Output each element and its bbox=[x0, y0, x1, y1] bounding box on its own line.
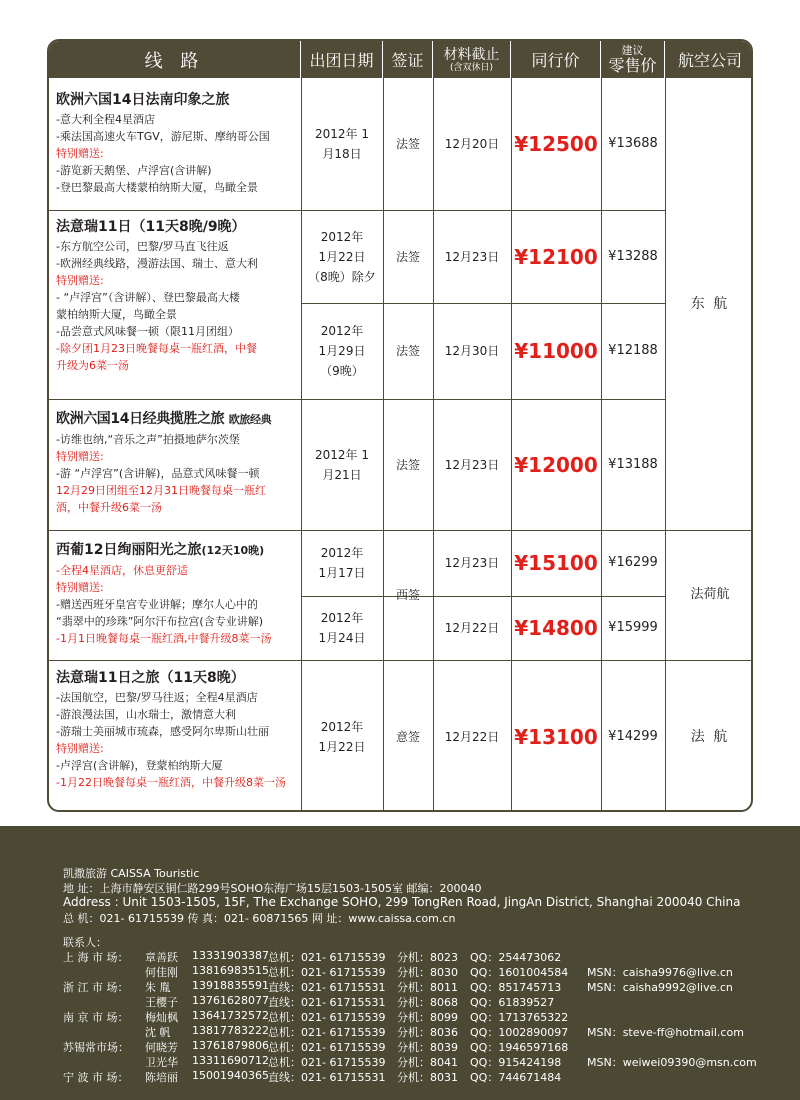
airline-af: 法 航 bbox=[690, 729, 730, 745]
contact-ext: 分机：8031 bbox=[397, 1071, 458, 1084]
tour-4a-date bbox=[301, 530, 383, 596]
tour-line: -游瑞士美丽城市琉森，感受阿尔卑斯山壮丽 bbox=[56, 725, 269, 738]
tour-title: 法意瑞11日之旅（11天8晚） bbox=[56, 670, 245, 686]
contact-market: 苏锡常市场： bbox=[63, 1041, 129, 1054]
contact-market: 浙 江 市 场： bbox=[63, 981, 129, 994]
tour-1-visa: 法签 bbox=[395, 137, 420, 151]
contact-name: 朱 胤 bbox=[145, 981, 171, 994]
tour-2a-deadline: 12月23日 bbox=[444, 249, 500, 264]
date-day: 1月24日 bbox=[318, 631, 366, 645]
date-note: （9晚） bbox=[320, 364, 364, 378]
contact-ext: 分机：8068 bbox=[397, 996, 458, 1009]
tour-4a-deadline: 12月23日 bbox=[444, 556, 500, 570]
contact-market: 南 京 市 场： bbox=[63, 1011, 129, 1024]
contact-qq: QQ：254473062 bbox=[470, 951, 562, 964]
tour-2b-visa: 法签 bbox=[395, 344, 420, 358]
header-deadline bbox=[433, 41, 511, 78]
header-visa-label: 签证 bbox=[391, 51, 424, 70]
tour-2a-price: ¥12100 bbox=[514, 244, 598, 269]
header-retail-bottom: 零售价 bbox=[608, 55, 657, 75]
red-note: 酒，中餐升级6菜一汤 bbox=[56, 501, 162, 514]
contact-name: 陈培丽 bbox=[145, 1071, 178, 1084]
date-year: 2012年 bbox=[320, 611, 364, 625]
tour-4a-price: ¥15100 bbox=[514, 551, 598, 575]
red-line: -全程4星酒店，休息更舒适 bbox=[56, 564, 188, 577]
contact-name: 王樱子 bbox=[145, 996, 178, 1009]
gift-line: -游览新天鹅堡、卢浮宫(含讲解) bbox=[56, 164, 212, 177]
tour-price-table bbox=[47, 39, 753, 812]
tour-2a-date bbox=[301, 210, 383, 303]
tour-4a-rrp: ¥16299 bbox=[608, 555, 658, 570]
date-year: 2012年 bbox=[320, 324, 364, 338]
gift-line: -赠送西班牙皇宫专业讲解；摩尔人心中的 bbox=[56, 598, 258, 611]
contact-mobile: 13761879806 bbox=[192, 1039, 269, 1052]
tour-4-route bbox=[49, 540, 301, 647]
contact-tel: 总机：021- 61715539 bbox=[268, 1056, 386, 1069]
tour-5-price: ¥13100 bbox=[514, 725, 598, 749]
tour-title: 法意瑞11日（11天8晚/9晚） bbox=[56, 219, 246, 235]
contact-tel: 总机：021- 61715539 bbox=[268, 951, 386, 964]
tour-title: 欧洲六国14日法南印象之旅 bbox=[56, 92, 230, 108]
tour-4b-deadline: 12月22日 bbox=[444, 621, 500, 635]
header-airline-label: 航空公司 bbox=[677, 51, 742, 70]
tour-title-small: (12天10晚) bbox=[201, 544, 265, 557]
contact-qq: QQ：915424198 bbox=[470, 1056, 562, 1069]
gift-line: -游 “卢浮宫”(含讲解)，品意式风味餐一顿 bbox=[56, 467, 260, 480]
header-airline bbox=[665, 41, 753, 78]
tour-1-route bbox=[49, 90, 301, 196]
contact-qq: QQ：1601004584 bbox=[470, 966, 569, 979]
contact-name: 梅灿枫 bbox=[145, 1011, 178, 1024]
tour-5-route bbox=[49, 668, 301, 791]
red-note: 12月29日团组至12月31日晚餐每桌一瓶红 bbox=[56, 484, 266, 497]
tour-line: -游浪漫法国，山水瑞士，激情意大利 bbox=[56, 708, 236, 721]
contact-ext: 分机：8036 bbox=[397, 1026, 458, 1039]
tour-4b-rrp: ¥15999 bbox=[608, 620, 658, 635]
contact-mobile: 13918835591 bbox=[192, 979, 269, 992]
gift-label: 特别赠送: bbox=[56, 147, 104, 160]
contact-tel: 总机：021- 61715539 bbox=[268, 1026, 386, 1039]
tour-1-date: 2012年 1月18日 bbox=[315, 127, 369, 161]
gift-line: -登巴黎最高大楼蒙柏纳斯大厦，鸟瞰全景 bbox=[56, 181, 258, 194]
tour-2a-rrp: ¥13288 bbox=[608, 248, 658, 264]
contact-msn: MSN：caisha9976@live.cn bbox=[587, 966, 733, 979]
contact-market: 宁 波 市 场： bbox=[63, 1071, 129, 1084]
header-peer-price-label: 同行价 bbox=[531, 51, 580, 70]
date-day: 1月17日 bbox=[318, 566, 366, 580]
tour-1-rrp: ¥13688 bbox=[608, 136, 658, 151]
date-year: 2012年 bbox=[320, 720, 364, 734]
contact-mobile: 13816983515 bbox=[192, 964, 269, 977]
contact-qq: QQ：61839527 bbox=[470, 996, 555, 1009]
header-route-label: 线 路 bbox=[144, 50, 205, 72]
contact-name: 章善跃 bbox=[145, 951, 178, 964]
header-deadline-sub: (含双休日) bbox=[449, 62, 494, 73]
gift-label: 特别赠送: bbox=[56, 742, 104, 755]
contact-tel: 总机：021- 61715539 bbox=[268, 966, 386, 979]
contact-qq: QQ：1713765322 bbox=[470, 1011, 569, 1024]
contact-ext: 分机：8039 bbox=[397, 1041, 458, 1054]
contact-market: 上 海 市 场： bbox=[63, 951, 129, 964]
header-deadline-label: 材料截止 bbox=[443, 46, 500, 63]
contact-tel: 直线：021- 61715531 bbox=[268, 981, 386, 994]
tour-5-date bbox=[301, 660, 383, 812]
contact-ext: 分机：8023 bbox=[397, 951, 458, 964]
gift-label: 特别赠送: bbox=[56, 581, 104, 594]
footer bbox=[0, 826, 800, 1100]
header-visa bbox=[383, 41, 433, 78]
gift-line: -品尝意式风味餐一顿（限11月团组） bbox=[56, 325, 239, 338]
gift-line: 蒙柏纳斯大厦，鸟瞰全景 bbox=[56, 308, 177, 321]
tour-4b-price: ¥14800 bbox=[514, 616, 598, 640]
tour-line: -东方航空公司，巴黎/罗马直飞往返 bbox=[56, 240, 229, 253]
contact-ext: 分机：8041 bbox=[397, 1056, 458, 1069]
red-note: -除夕团1月23日晚餐每桌一瓶红酒，中餐 bbox=[56, 342, 257, 355]
tour-line: -欧洲经典线路，漫游法国、瑞士、意大利 bbox=[56, 257, 258, 270]
tour-3-rrp: ¥13188 bbox=[608, 456, 658, 472]
contact-tel: 总机：021- 61715539 bbox=[268, 1041, 386, 1054]
tour-title bbox=[56, 409, 301, 430]
tour-5-rrp: ¥14299 bbox=[608, 729, 658, 744]
contact-qq: QQ：1002890097 bbox=[470, 1026, 569, 1039]
contact-msn: MSN：steve-ff@hotmail.com bbox=[587, 1026, 744, 1039]
tour-1-deadline: 12月20日 bbox=[444, 137, 500, 151]
tour-3-date: 2012年 1月21日 bbox=[315, 447, 369, 482]
red-note: -1月1日晚餐每桌一瓶红酒,中餐升级8菜一汤 bbox=[56, 632, 272, 645]
header-date-label: 出团日期 bbox=[309, 51, 374, 70]
contact-qq: QQ：851745713 bbox=[470, 981, 562, 994]
date-day: 1月29日 bbox=[318, 344, 366, 358]
address-cn: 地 址：上海市静安区铜仁路299号SOHO东海广场15层1503-1505室 邮编：200040 bbox=[63, 882, 482, 895]
date-day: 1月22日 bbox=[318, 249, 366, 264]
tour-line: -法国航空，巴黎/罗马往返；全程4星酒店 bbox=[56, 691, 258, 704]
tour-2b-price: ¥11000 bbox=[514, 339, 598, 363]
tour-3-price: ¥12000 bbox=[514, 452, 598, 477]
contact-name: 卫光华 bbox=[145, 1056, 178, 1069]
contact-mobile: 13817783222 bbox=[192, 1024, 269, 1037]
tour-1-price: ¥12500 bbox=[514, 132, 598, 156]
tour-2b-rrp: ¥12188 bbox=[608, 343, 658, 358]
date-note: （8晚）除夕 bbox=[308, 269, 376, 284]
company-name: 凯撒旅游 CAISSA Touristic bbox=[63, 867, 200, 880]
airline-afkl: 法荷航 bbox=[690, 587, 730, 602]
header-route bbox=[49, 41, 301, 78]
contact-tel: 直线：021- 61715531 bbox=[268, 996, 386, 1009]
tour-line: -乘法国高速火车TGV，游尼斯、摩纳哥公国 bbox=[56, 130, 270, 143]
tour-2b-date bbox=[301, 303, 383, 399]
tour-title-small: 欧旅经典 bbox=[228, 413, 272, 426]
tour-3-visa: 法签 bbox=[395, 457, 420, 472]
tour-line: -意大利全程4星酒店 bbox=[56, 113, 155, 126]
gift-line: “翡翠中的珍珠”阿尔汗布拉宫(含专业讲解) bbox=[56, 615, 263, 628]
tour-4-visa: 西签 bbox=[395, 588, 420, 602]
header-peer-price bbox=[511, 41, 601, 78]
tour-5-visa: 意签 bbox=[395, 730, 420, 744]
date-year: 2012年 bbox=[320, 546, 364, 560]
contact-ext: 分机：8099 bbox=[397, 1011, 458, 1024]
red-note: 升级为6菜一汤 bbox=[56, 359, 129, 372]
tour-2b-deadline: 12月30日 bbox=[444, 344, 500, 358]
contacts-label: 联系人： bbox=[63, 936, 107, 949]
airline-east: 东 航 bbox=[690, 296, 730, 312]
tour-2-route bbox=[49, 217, 301, 374]
contact-msn: MSN：caisha9992@live.cn bbox=[587, 981, 733, 994]
tour-5-deadline: 12月22日 bbox=[444, 730, 500, 744]
gift-line: -卢浮宫(含讲解)，登蒙柏纳斯大厦 bbox=[56, 759, 223, 772]
red-note: -1月22日晚餐每桌一瓶红酒，中餐升级8菜一汤 bbox=[56, 776, 286, 789]
header-date bbox=[301, 41, 383, 78]
tour-4b-date bbox=[301, 596, 383, 660]
phone-line: 总 机：021- 61715539 传 真：021- 60871565 网 址：www.caissa.com.cn bbox=[63, 912, 456, 925]
contact-mobile: 13761628077 bbox=[192, 994, 269, 1007]
tour-3-route bbox=[49, 409, 301, 516]
tour-title bbox=[56, 540, 301, 561]
contact-mobile: 15001940365 bbox=[192, 1069, 269, 1082]
header-retail-top: 建议 bbox=[621, 43, 644, 57]
gift-line: - “卢浮宫”（含讲解）、登巴黎最高大楼 bbox=[56, 291, 240, 304]
contact-ext: 分机：8030 bbox=[397, 966, 458, 979]
tour-title-text: 欧洲六国14日经典揽胜之旅 bbox=[56, 411, 225, 427]
gift-label: 特别赠送: bbox=[56, 274, 104, 287]
header-retail bbox=[601, 41, 665, 78]
contact-name: 何佳刚 bbox=[145, 966, 178, 979]
contact-tel: 直线：021- 61715531 bbox=[268, 1071, 386, 1084]
contact-mobile: 13331903387 bbox=[192, 949, 269, 962]
tour-title-text: 西葡12日绚丽阳光之旅 bbox=[56, 542, 202, 558]
tour-2a-visa: 法签 bbox=[395, 249, 420, 264]
contact-tel: 总机：021- 61715539 bbox=[268, 1011, 386, 1024]
address-en: Address : Unit 1503-1505, 15F, The Exchange SOHO, 299 TongRen Road, JingAn District, Shanghai 200040 China bbox=[63, 895, 741, 909]
contact-qq: QQ：744671484 bbox=[470, 1071, 562, 1084]
gift-label: 特别赠送: bbox=[56, 450, 104, 463]
contact-ext: 分机：8011 bbox=[397, 981, 458, 994]
date-day: 1月22日 bbox=[318, 740, 366, 754]
contact-qq: QQ：1946597168 bbox=[470, 1041, 569, 1054]
tour-3-deadline: 12月23日 bbox=[444, 457, 500, 472]
tour-line: -访维也纳,“音乐之声”拍摄地萨尔茨堡 bbox=[56, 433, 240, 446]
date-year: 2012年 bbox=[320, 229, 364, 244]
contact-msn: MSN：weiwei09390@msn.com bbox=[587, 1056, 757, 1069]
contact-name: 何晓芳 bbox=[145, 1041, 178, 1054]
contact-mobile: 13311690712 bbox=[192, 1054, 269, 1067]
contact-mobile: 13641732572 bbox=[192, 1009, 269, 1022]
contact-name: 沈 帆 bbox=[145, 1026, 171, 1039]
